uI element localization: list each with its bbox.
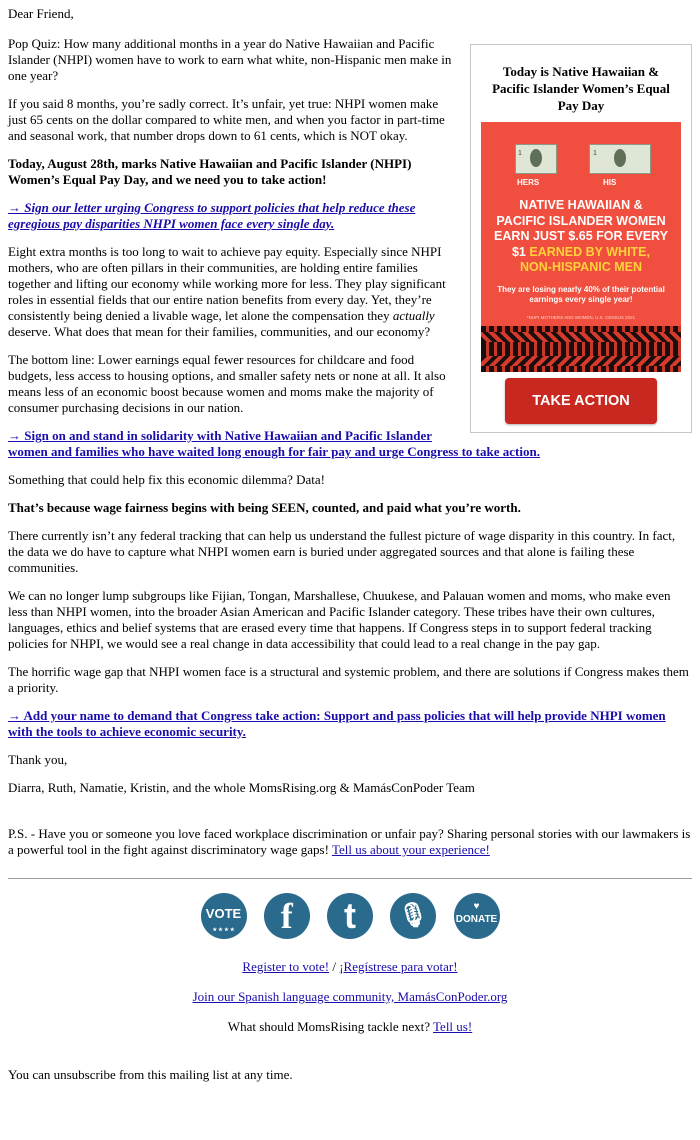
register-to-vote-link[interactable]: Register to vote! [242, 959, 330, 974]
tackle-line: What should MomsRising tackle next? Tell us! [227, 1019, 473, 1034]
spanish-line [8, 989, 692, 1005]
thanks-text: Thank you, [8, 752, 68, 767]
sign-letter-link[interactable]: → Sign our letter urging Congress to support policies that help reduce these egregious pay disparities NHPI women face every single day. [8, 200, 416, 231]
email-body [8, 6, 692, 1095]
registrese-link[interactable]: ¡Regístrese para votar! [339, 959, 458, 974]
poster-headline: NATIVE HAWAIIAN & PACIFIC ISLANDER WOMEN EARN JUST $.65 FOR EVERY $1 EARNED BY WHITE, NON-HISPANIC MEN [494, 198, 668, 274]
paragraph-8-months: If you said 8 months, you’re sadly correct. It’s unfair, yet true: NHPI women make just 65 cents on the dollar compared to white men, and when you factor in part-time and seasonal work, that number drops down to 61 cents, which is NOT okay. [8, 96, 445, 143]
intro-paragraph: Pop Quiz: How many additional months in a year do Native Hawaiian and Pacific Islander (NHPI) women have to work to earn what white, non-Hispanic men make in one year? [8, 36, 452, 83]
tribal-pattern-band [481, 326, 681, 372]
greeting: Dear Friend, [8, 6, 74, 21]
poster-subtext: They are losing nearly 40% of their potential earnings every single year! [497, 285, 665, 304]
add-name-link[interactable]: → Add your name to demand that Congress take action: Support and pass policies that will help provide NHPI women with the tools to achieve economic security. [8, 708, 666, 739]
ps-paragraph: P.S. - Have you or someone you love faced workplace discrimination or unfair pay? Sharing personal stories with our lawmakers is a powerful tool in the fight against discriminatory wage gaps! Tell us about your experience! [8, 826, 691, 857]
facebook-icon[interactable]: f [264, 893, 310, 939]
spanish-community-link[interactable]: Join our Spanish language community, MamásConPoder.org [192, 989, 508, 1004]
sidebar-title: Today is Native Hawaiian & Pacific Islander Women’s Equal Pay Day [492, 64, 670, 113]
paragraph-wage-gap: The horrific wage gap that NHPI women face is a structural and systemic problem, and there are solutions if Congress makes them a priority. [8, 664, 689, 695]
signoff-text: Diarra, Ruth, Namatie, Kristin, and the whole MomsRising.org & MamásConPoder Team [8, 780, 475, 795]
twitter-icon[interactable]: t [327, 893, 373, 939]
paragraph-bottom-line: The bottom line: Lower earnings equal fewer resources for childcare and food budgets, less access to housing options, and smaller safety nets or none at all. It also means less of an economic boost because women and moms make the majority of consumer purchasing decisions in our nation. [8, 352, 446, 415]
register-line: Register to vote! / ¡Regístrese para votar! [242, 959, 458, 974]
solidarity-link[interactable]: → Sign on and stand in solidarity with Native Hawaiian and Pacific Islander women and families who have waited long enough for fair pay and urge Congress to take action. [8, 428, 540, 459]
paragraph-data: Something that could help fix this economic dilemma? Data! [8, 472, 325, 487]
paragraph-pay-equity: Eight extra months is too long to wait to achieve pay equity. Especially since NHPI mothers, who are often pillars in their communities, are holding entire families together and lifting our economy while working more for less. They play significant roles in essential fields that our entire nation benefits from every day. Yet, they’re consistently being denied a livable wage, let alone the compensation they actually deserve. What does that mean for their families, communities, and our economy? [8, 244, 446, 339]
paragraph-tracking: There currently isn’t any federal tracking that can help us understand the fullest picture of wage disparity in this country. In fact, the data we do have to capture what NHPI women earn is buried under aggregated sources and that alone is failing these communities. [8, 528, 676, 575]
paragraph-subgroups: We can no longer lump subgroups like Fijian, Tongan, Marshallese, Chuukese, and Palauan women and moms, who make even less than NHPI women, into the broader Asian American and Pacific Islander category. These tribes have their own cultures, languages, ethics and belief systems that are erased every time that happens. If Congress steps in to support federal tracking policies for NHPI, we would see a real change in data accessibility that could lead to a real change in the pay gap. [8, 588, 671, 651]
podcast-icon[interactable]: 🎙 [390, 893, 436, 939]
sidebar-equal-pay-card [470, 44, 692, 433]
vote-icon[interactable]: VOTE ★ ★ ★ ★ [201, 893, 247, 939]
his-label: HIS [603, 178, 617, 187]
tell-us-link[interactable]: Tell us! [433, 1019, 473, 1034]
announcement-bold: Today, August 28th, marks Native Hawaiian and Pacific Islander (NHPI) Women’s Equal Pay Day, and we need you to take action! [8, 156, 412, 187]
wage-fairness-bold: That’s because wage fairness begins with being SEEN, counted, and paid what you’re worth. [8, 500, 521, 515]
footer-divider [8, 878, 692, 879]
hers-label: HERS [517, 178, 540, 187]
take-action-button[interactable]: TAKE ACTION [505, 378, 657, 424]
social-icons [8, 893, 692, 943]
poster-footnote: *NHPI MOTHERS AND WOMEN, U.S. CENSUS 2021 [526, 315, 636, 320]
equal-pay-poster[interactable] [481, 122, 681, 372]
dollar-bill-his-icon: 1 [589, 144, 651, 174]
dollar-bill-hers-icon: 1 [515, 144, 557, 174]
tell-experience-link[interactable]: Tell us about your experience! [331, 842, 490, 857]
donate-icon[interactable]: ♥ DONATE [454, 893, 500, 939]
unsubscribe-text: You can unsubscribe from this mailing list at any time. [8, 1067, 293, 1082]
